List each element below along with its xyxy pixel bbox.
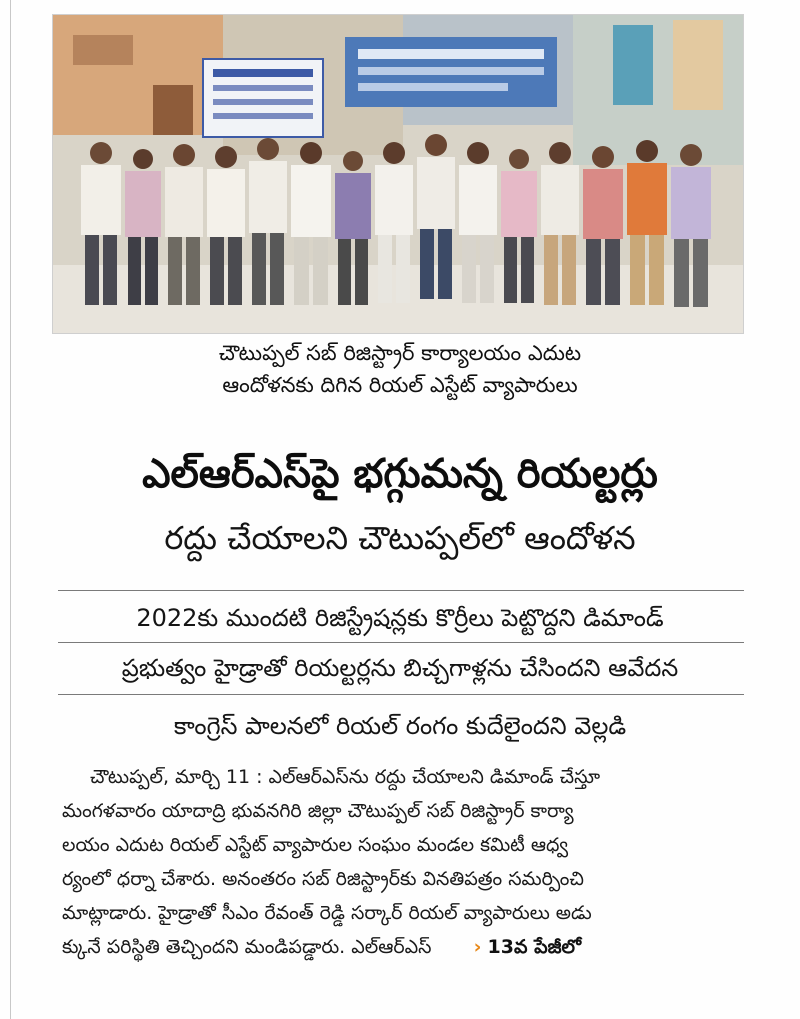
- subheadline: రద్దు చేయాలని చౌటుప్పల్‌లో ఆందోళన: [164, 519, 636, 557]
- body-line: మాట్లాడారు. హైడ్రాతో సీఎం రేవంత్ రెడ్డి సర్కార్ రియల్ వ్యాపారులు అడు: [62, 902, 592, 924]
- continued-on-page: 13వ పేజీలో: [487, 936, 582, 958]
- body-line: లయం ఎదుట రియల్ ఎస్టేట్ వ్యాపారుల సంఘం మండల కమిటీ ఆధ్వ: [62, 834, 569, 856]
- body-line: మంగళవారం యాదాద్రి భువనగిరి జిల్లా చౌటుప్పల్ సబ్ రిజిస్ట్రార్ కార్యా: [62, 800, 574, 822]
- body-line: ర్యంలో ధర్నా చేశారు. అనంతరం సబ్ రిజిస్ట్రార్‌కు వినతిపత్రం సమర్పించి: [62, 868, 584, 890]
- body-line: క్కునే పరిస్థితి తెచ్చిందని మండిపడ్డారు. ఎల్ఆర్ఎస్: [62, 936, 432, 958]
- deck-line-2: ప్రభుత్వం హైడ్రాతో రియల్టర్లను బిచ్చగాళ్లను చేసిందని ఆవేదన: [121, 654, 679, 682]
- continuation-arrow-icon: ›: [473, 936, 482, 958]
- divider: [58, 642, 744, 643]
- photo-caption-line-2: ఆందోళనకు దిగిన రియల్ ఎస్టేట్ వ్యాపారులు: [222, 373, 578, 397]
- divider: [58, 590, 744, 591]
- photo-caption-line-1: చౌటుప్పల్ సబ్ రిజిస్ట్రార్ కార్యాలయం ఎదుట: [218, 341, 582, 365]
- headline: ఎల్ఆర్ఎస్‌పై భగ్గుమన్న రియల్టర్లు: [142, 451, 658, 497]
- deck-line-1: 2022కు ముందటి రిజిస్ట్రేషన్లకు కొర్రీలు పెట్టొద్దని డిమాండ్: [136, 604, 664, 632]
- body-last-line: [62, 930, 746, 964]
- protest-photo-illustration: [53, 15, 743, 333]
- body-line: చౌటుప్పల్, మార్చి 11 : ఎల్ఆర్ఎస్‌ను రద్దు చేయాలని డిమాండ్ చేస్తూ: [90, 766, 601, 788]
- news-photo: [52, 14, 744, 334]
- divider: [58, 694, 744, 695]
- deck-line-3: కాంగ్రెస్ పాలనలో రియల్ రంగం కుదేలైందని వెల్లడి: [173, 712, 627, 740]
- article-body: [62, 760, 746, 964]
- column-rule: [10, 0, 11, 1019]
